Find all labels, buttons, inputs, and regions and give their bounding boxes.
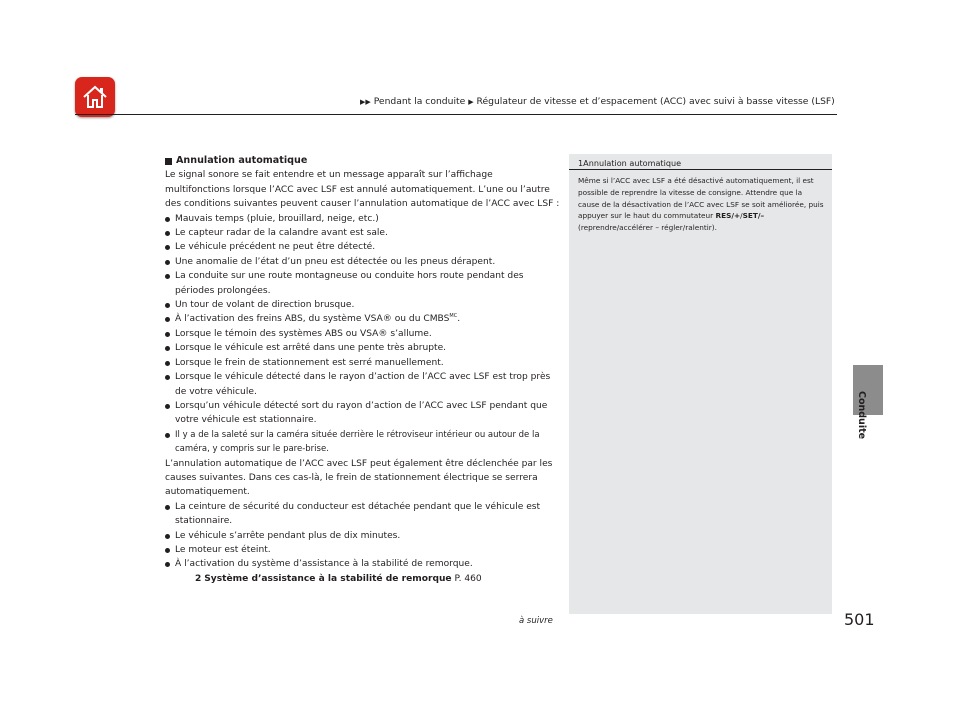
list-item: Lorsque le témoin des systèmes ABS ou VSA® s’allume. bbox=[165, 327, 560, 341]
conditions-list bbox=[165, 212, 560, 457]
list-item: La conduite sur une route montagneuse ou conduite hors route pendant des périodes prolongées. bbox=[165, 269, 560, 298]
breadcrumb-separator: ▶ bbox=[468, 98, 474, 106]
trademark-sup: MC bbox=[449, 313, 458, 320]
list-item: Le moteur est éteint. bbox=[165, 543, 560, 557]
breadcrumb-current: Régulateur de vitesse et d’espacement (ACC) avec suivi à basse vitesse (LSF) bbox=[476, 96, 835, 107]
section-tab-label: Conduite bbox=[856, 391, 867, 440]
second-paragraph: L’annulation automatique de l’ACC avec LSF peut également être déclenchée par les causes suivantes. Dans ces cas-là, le frein de stationnement électrique se serrera automatiquement. bbox=[165, 458, 553, 498]
section-heading bbox=[165, 154, 560, 168]
list-item: Un tour de volant de direction brusque. bbox=[165, 298, 560, 312]
cross-reference-link[interactable] bbox=[165, 572, 560, 586]
breadcrumb-arrow: ▶▶ bbox=[360, 98, 371, 106]
note-title: 1Annulation automatique bbox=[578, 158, 682, 168]
list-item: Le capteur radar de la calandre avant est sale. bbox=[165, 226, 560, 240]
list-item: Mauvais temps (pluie, brouillard, neige, etc.) bbox=[165, 212, 560, 226]
note-marker-icon: 1 bbox=[578, 158, 584, 168]
home-icon bbox=[81, 83, 109, 111]
parking-brake-list bbox=[165, 500, 560, 572]
reference-title: Système d’assistance à la stabilité de remorque bbox=[204, 573, 452, 584]
list-item: Lorsque le véhicule détecté dans le rayon d’action de l’ACC avec LSF est trop près de votre véhicule. bbox=[165, 370, 560, 399]
reference-page: P. 460 bbox=[451, 573, 482, 584]
list-item: Une anomalie de l’état d’un pneu est détectée ou les pneus dérapent. bbox=[165, 255, 560, 269]
heading-square-icon bbox=[165, 158, 172, 165]
note-text: Même si l’ACC avec LSF a été désactivé automatiquement, il est possible de reprendre la vitesse de consigne. Attendre que la cause de la désactivation de l’ACC avec LSF se soit améliorée, puis appuyer sur le haut du commutateur RES/+/SET/– (reprendre/accélérer – régler/ralentir). bbox=[578, 176, 824, 233]
header-divider bbox=[75, 114, 837, 115]
list-item: À l’activation des freins ABS, du système VSA® ou du $CMBS^{MC}$. bbox=[165, 312, 560, 326]
page-number: 501 bbox=[844, 610, 875, 629]
list-item: Le véhicule s’arrête pendant plus de dix minutes. bbox=[165, 529, 560, 543]
note-divider bbox=[569, 169, 832, 170]
list-item: Lorsque le véhicule est arrêté dans une pente très abrupte. bbox=[165, 341, 560, 355]
list-item: La ceinture de sécurité du conducteur est détachée pendant que le véhicule est stationnaire. bbox=[165, 500, 560, 529]
list-item: À l’activation du système d’assistance à la stabilité de remorque. bbox=[165, 557, 560, 571]
main-content bbox=[165, 154, 560, 586]
list-item: Il y a de la saleté sur la caméra située derrière le rétroviseur intérieur ou autour de la caméra, y compris sur le pare-brise. bbox=[165, 428, 560, 457]
home-button[interactable] bbox=[75, 77, 115, 117]
continued-label: à suivre bbox=[519, 616, 553, 626]
reference-arrow-icon: 2 bbox=[195, 573, 202, 584]
list-item: Lorsque le frein de stationnement est serré manuellement. bbox=[165, 356, 560, 370]
heading-text: Annulation automatique bbox=[176, 155, 308, 166]
list-item: Le véhicule précédent ne peut être détecté. bbox=[165, 240, 560, 254]
breadcrumb bbox=[360, 96, 835, 107]
list-item: Lorsqu’un véhicule détecté sort du rayon d’action de l’ACC avec LSF pendant que votre véhicule est stationnaire. bbox=[165, 399, 560, 428]
intro-paragraph: Le signal sonore se fait entendre et un message apparaît sur l’affichage multifonctions lorsque l’ACC avec LSF est annulé automatiquement. L’une ou l’autre des conditions suivantes peuvent causer l’annulation automatique de l’ACC avec LSF : bbox=[165, 170, 560, 210]
breadcrumb-link-driving[interactable]: Pendant la conduite bbox=[373, 96, 466, 107]
